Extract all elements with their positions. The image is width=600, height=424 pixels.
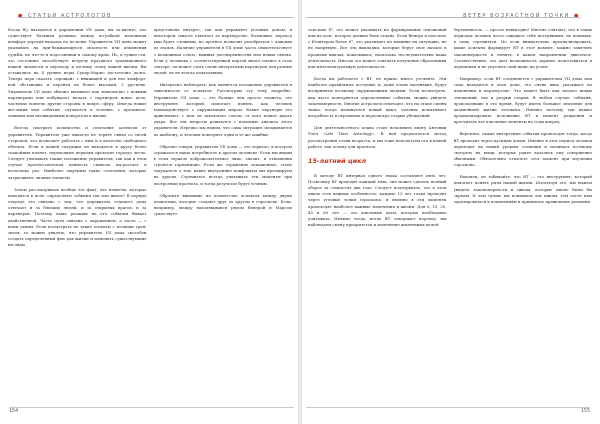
- body-paragraph: Образно говоря, управитель VII дома — это зеркало, в котором отражается наша потребность в другом человеке. Если мы видим в этом зеркале доброжелательное лицо, значит, и отношения строятся гармонично. Если же отражение искаженное, стоит задуматься о том, какие внутренние конфликты мы проецируем на других. Стремитесь всегда учитывать эти моменты при построении прогноза, и тогда результат будет точным.: [153, 143, 292, 186]
- right-column-1: [308, 27, 447, 404]
- right-columns: [308, 27, 592, 404]
- body-paragraph: Интересно наблюдать, как меняется положение управителя в зависимости от аспектов. Рассмотрим эту тему подробно. Управитель VII дома — это больше чем просто планета; это инструмент, который помогает понять, как человек взаимодействует с окружающим миром. Какие партнеры его привлекают, с кем он заключает союзы, от кого может ждать удара. Все эти вопросы решаются с помощью анализа этого управителя. Нередко мы видим, что сама ситуация складывается по шаблону, и человек повторяет одни и те же ошибки.: [153, 82, 292, 137]
- right-header-text: ВЕТЕР ВОЗРАСТНОЙ ТОЧКИ: [463, 13, 571, 19]
- body-paragraph: Обратите внимание на количество аспектов между двумя планетами, которые создают друг за другом в гороскопе. Если, например, между находящимися рядом Венерой и Марсом существует: [153, 192, 292, 217]
- left-column-1: [8, 27, 147, 404]
- body-paragraph: Вероятно, самые интересные события происходят тогда, когда ВТ проходит через куспиды домов. Именно в этот период человек переходит на новый уровень сознания и начинает по-иному смотреть на вещи, которые ранее казались ему совершенно обычными. Обязательно отметьте этот момент при изучении гороскопа.: [453, 131, 592, 168]
- left-header-rule: [18, 17, 294, 18]
- left-page-number: 154: [9, 409, 19, 414]
- body-paragraph: Когда вы работаете с ВТ, не нужно много уточнять. Эти наиболее правильные поступки, и, даже очень маленькие, будут восприняты по-иному окружающими людьми. Если посмотреть, как часто повторяются определенные события, можно увидеть закономерность. Многие астрологи отмечают, что на этапе смены знака, когда начинается новый цикл, человек испытывает потребность в переменах и пересмотре старых убеждений.: [308, 76, 447, 119]
- right-folio-rule: [306, 407, 590, 408]
- body-paragraph: В методе ВТ интервал одного знака составляет пять лет. Поскольку ВТ проходит каждый знак, она может сделать полный оборот за семьдесят два года. Следует подчеркнуть, что в этом цикле есть важная особенность: каждые 15 лет точка проходит через угловые точки гороскопа, и именно в эти моменты происходят наиболее важные изменения в жизни. Для 0, 15, 30, 45 и 60 лет — это ключевые даты, которые необходимо учитывать. Именно тогда, когда ВТ совершает переход, мы наблюдаем смену приоритетов и изменение жизненных целей.: [308, 172, 447, 228]
- body-paragraph: Зачем рассматривать вообще тот факт, что планеты, которые находятся в поле, определяют события так или иначе? В первую очередь это связано с тем, что управитель седьмого дома отвечает и за близких людей, и за открытых врагов, и за партнеров. Поэтому ваша реакция на его события бывает двойственной. Часть пути связана с окружением, а часть — с вами самим. Если посмотреть на такие аспекты с позиции тран-зитов, то можно увидеть, что управитель VII дома способен создать определенный фон для жизни и изменить существующие взгляды.: [8, 186, 147, 248]
- body-paragraph: представлял интерес, так как управляет угловым домом, в некотором смысле отвечает за партнерство. Возможно, переход ваш будет сложным, но прогноз позволит разобраться с каждым из этапов. Наличие управителя в VII доме часто свидетельствует о возможном союзе, важных договоренностях или новых связях. Если у человека с соответствующей картой много планет в этом секторе, он может стать очень интересным партнером для разных людей, но не всегда подходящим.: [153, 27, 292, 76]
- body-paragraph: Наконец, не забывайте, что ВТ — это инструмент, который помогает понять ритм нашей жизни. Используя его, мы можем увидеть закономерности и циклы, которые иначе были бы скрыты. И чем лучше мы понимаем эти циклы, тем легче нам адаптироваться к изменениям и принимать правильные решения.: [453, 174, 592, 204]
- left-page: [0, 0, 298, 424]
- section-subheading: 15-летний цикл: [308, 156, 367, 165]
- right-page: [302, 0, 600, 424]
- left-folio-rule: [9, 407, 294, 408]
- body-paragraph: секстиль 4°, это может указывать на формирование отношений или на долг, которое должно быть отдано. Если Венера в секстиле с Юпитером более 6°, это указывает на влияние на ситуацию, но не напрямую. Все эти выкладки, которые берут свое начало в прошлых циклах, показывают, насколько последовательна наша деятельность. Иногда это может означать получение образования или интеллектуальную деятельность.: [308, 27, 447, 69]
- right-column-2: [454, 27, 593, 404]
- body-paragraph: Когда В\\ находится в управлении VII дома, вы за-висите, что существует большая разница между ко-робкой маленькая комфорт дорогих вкладок по по-коям. Управитель VII дома может указывать на при-ближающуюся опасность или изменения судьбы, но что-то в подсознании в самому краю. Но, в сущно-сти, это состояние способствует встречу праздного традиционного нашей личности и переходу к но-вому этапу вашей жизни. Вы оставались на 4 уровне игры Супер-Марио достаточно долго. Теперь пора сказать «прощай» с книжицей и для нее комфорт-ной обстановке и перейти на более высокий, 5 уро-вень. Управитель VII дома обычно вызывает как знакомство с новыми партнерами или побуждает начать с партнером новое дело, частично вовлечь другие стороны в некую сферу. Иногда новые же-лания или события, случаются в течение, с противопо-ложным или неожиданным поворотом в жизни.: [8, 27, 147, 119]
- body-paragraph: Для деятельностного плана стоит вспомнить книгу Антонии Уэлч «Life Time Astrology». В ней предлагается метод рассмотрения точки возраста, и мы тоже используем его в нашей работе, как основу для прогноза.: [308, 125, 447, 149]
- body-paragraph: Всегда смотрите количество и сочетание аспектов от управителя. Управитель уже никогда не теряет связи со своей стороной, что позволяет работать с ним и в качестве свободного объекта. Если в вашей ситуации он находится в кругу более спокойных планет, переходные периоды проходят гораздо легче. Следует учитывать также положение управителя, так как в этом случае прогностическая ценность символа вы-растает в несколько раз. Наиболее ощутимы такие сочетания, которые затрагивают личные планеты.: [8, 125, 147, 180]
- header-dot: ●: [18, 13, 24, 19]
- right-header-rule: [306, 17, 580, 18]
- body-paragraph: беременность, — просто невыгодно! Многие считают, что в таких периодах человек часто ощущает себя потерянным, не понимая, к чему стремиться. Но если внимательно проанализировать, какие аспекты формирует ВТ в этот момент, можно заметить закономерность и понять, в каком направлении двигаться. Соответственно, это дает возможность заранее подготовиться к переменам и не упустить свой шанс на успех.: [453, 27, 592, 69]
- left-running-header: [18, 11, 112, 21]
- right-running-header: [463, 11, 580, 21]
- right-page-number: 155: [580, 409, 590, 414]
- left-column-2: [154, 27, 293, 404]
- left-header-text: СТАТЬИ АСТРОЛОГОВ: [27, 13, 112, 19]
- header-dot: ●: [574, 13, 580, 19]
- left-columns: [8, 27, 292, 404]
- body-paragraph: Например, если ВТ соединяется с управителем VII дома или сама находится в этом доме, это очень явно указывает на изменения в партнерстве. Это может быть как начало новых отношений, так и разрыв старых. В любом случае, события, происходящие в это время, будут иметь большое значение для дальнейшей жизни человека. Именно поэтому так важно проанализировать положение ВТ в момент рождения и просчитать все ключевые моменты на годы вперед.: [453, 76, 592, 125]
